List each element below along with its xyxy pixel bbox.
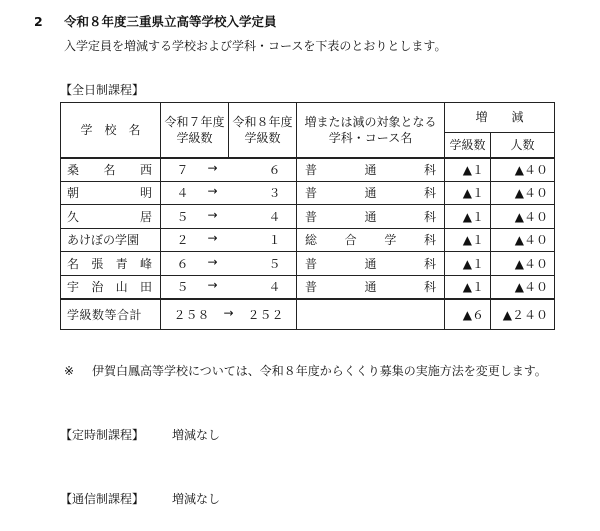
class-change-values (161, 255, 296, 272)
school-name (61, 252, 161, 276)
school-name-char: 西 (139, 163, 152, 177)
course-name-char: 通 (364, 280, 377, 294)
course-name-char: 学 (384, 233, 397, 248)
spacer (236, 161, 250, 178)
course-name-char: 通 (364, 163, 377, 177)
course-name-char: 普 (305, 186, 318, 201)
header-target-line2: 学科・コース名 (328, 130, 413, 145)
course-name-char: 通 (364, 186, 377, 201)
change-people: ▲４０ (491, 275, 555, 299)
r8-classes: ６ (268, 163, 281, 177)
quota-table (60, 102, 555, 330)
class-change-values (161, 231, 296, 248)
r7-classes: ５ (176, 209, 189, 224)
school-name-char: あけぼの学園 (67, 233, 140, 248)
total-r7: ２５８ (173, 307, 210, 322)
school-name-char: 青 (115, 256, 128, 271)
course-name-char: 科 (423, 280, 436, 294)
table-row (61, 205, 555, 229)
course-name-char: 科 (423, 186, 436, 201)
class-change-values (161, 161, 296, 178)
r8-classes: １ (268, 233, 281, 248)
r7-classes: ４ (176, 186, 189, 201)
r7-classes: ５ (176, 280, 189, 294)
school-name (61, 228, 161, 252)
school-name-chars (67, 161, 160, 178)
class-change (161, 205, 297, 229)
school-name-char: 名 (103, 163, 116, 177)
school-name-char: 名 (67, 256, 80, 271)
class-change (161, 181, 297, 205)
course-name-chars (305, 231, 436, 248)
course-name-chars (305, 208, 436, 225)
arrow: → (207, 254, 218, 269)
change-people: ▲４０ (491, 252, 555, 276)
r7-classes: ６ (176, 256, 189, 271)
school-name-char: 峰 (139, 256, 152, 271)
school-name-char: 居 (139, 209, 152, 224)
course-name (297, 228, 445, 252)
header-target (297, 103, 445, 158)
header-school: 学 校 名 (61, 103, 161, 158)
header-r7-line2: 学級数 (176, 130, 213, 145)
total-label: 学級数等合計 (61, 299, 161, 330)
course-name-chars (305, 161, 436, 178)
school-name (61, 275, 161, 299)
course-name-char: 科 (423, 233, 436, 248)
course-name-char: 通 (364, 209, 377, 224)
correspondence-value: 増減なし (172, 492, 221, 506)
arrow: → (207, 231, 218, 246)
spacer (236, 278, 250, 295)
total-row (61, 299, 555, 330)
course-name-char: 通 (364, 256, 377, 271)
spacer (236, 231, 250, 248)
intro-text: 入学定員を増減する学校および学科・コースを下表のとおりとします。 (64, 39, 447, 53)
school-name-chars (67, 208, 160, 225)
school-name-char: 張 (91, 256, 104, 271)
arrow: → (223, 305, 234, 320)
arrow: → (207, 184, 218, 199)
header-change-classes: 学級数 (445, 133, 491, 158)
table-row (61, 252, 555, 276)
change-classes: ▲１ (445, 158, 491, 182)
school-name-chars (67, 231, 160, 248)
course-name-char: 普 (305, 163, 318, 177)
change-classes: ▲１ (445, 252, 491, 276)
course-name-char: 科 (423, 209, 436, 224)
change-classes: ▲１ (445, 205, 491, 229)
course-name-chars (305, 255, 436, 272)
note (64, 362, 547, 379)
fulltime-label: 【全日制課程】 (60, 83, 145, 97)
school-name (61, 181, 161, 205)
section-number: 2 (34, 14, 43, 29)
school-name (61, 158, 161, 182)
change-people: ▲４０ (491, 158, 555, 182)
correspondence-label: 【通信制課程】 (60, 492, 145, 506)
course-name-char: 普 (305, 209, 318, 224)
course-name-chars (305, 184, 436, 201)
class-change (161, 252, 297, 276)
school-name-char: 宇 (67, 280, 80, 294)
table-row (61, 181, 555, 205)
parttime-value: 増減なし (172, 428, 221, 442)
parttime-section (60, 426, 220, 443)
school-name (61, 205, 161, 229)
course-name-char: 普 (305, 256, 318, 271)
class-change (161, 158, 297, 182)
school-name-chars (67, 255, 160, 272)
total-r8: ２５２ (247, 307, 284, 322)
change-classes: ▲１ (445, 228, 491, 252)
course-name-char: 合 (344, 233, 357, 248)
class-change (161, 275, 297, 299)
change-classes: ▲１ (445, 275, 491, 299)
spacer (236, 208, 250, 225)
table-body (61, 158, 555, 330)
course-name-char: 科 (423, 163, 436, 177)
section-heading (34, 12, 277, 30)
header-r8-line2: 学級数 (244, 130, 281, 145)
r8-classes: ４ (268, 280, 281, 294)
total-course-empty (297, 299, 445, 330)
table-row (61, 228, 555, 252)
change-people: ▲４０ (491, 205, 555, 229)
correspondence-section (60, 490, 220, 507)
r8-classes: ５ (268, 256, 281, 271)
class-change-values (161, 184, 296, 201)
course-name (297, 275, 445, 299)
spacer (236, 184, 250, 201)
total-class-change (161, 299, 297, 330)
course-name-char: 総 (305, 233, 318, 248)
header-target-line1: 増または減の対象となる (304, 114, 437, 129)
arrow: → (207, 161, 218, 175)
r7-classes: ２ (176, 233, 189, 248)
section-title: 令和８年度三重県立高等学校入学定員 (64, 14, 277, 29)
school-name-char: 朝 (67, 186, 80, 201)
change-people: ▲４０ (491, 181, 555, 205)
class-change-values (161, 278, 296, 295)
school-name-char: 久 (67, 209, 80, 224)
class-change-values (161, 208, 296, 225)
school-name-char: 桑 (67, 163, 80, 177)
course-name (297, 205, 445, 229)
header-r7 (161, 103, 229, 158)
school-name-char: 山 (115, 280, 128, 294)
header-r7-line1: 令和７年度 (164, 114, 225, 129)
r8-classes: ３ (268, 186, 281, 201)
note-mark: ※ (64, 364, 75, 378)
course-name-chars (305, 278, 436, 295)
total-class-values (161, 306, 296, 323)
table-row (61, 275, 555, 299)
note-text: 伊賀白鳳高等学校については、令和８年度からくくり募集の実施方法を変更します。 (92, 364, 547, 378)
change-people: ▲４０ (491, 228, 555, 252)
course-name (297, 181, 445, 205)
school-name-char: 治 (91, 280, 104, 294)
course-name-char: 普 (305, 280, 318, 294)
header-change-people: 人数 (491, 133, 555, 158)
school-name-chars (67, 184, 160, 201)
school-name-char: 明 (139, 186, 152, 201)
course-name (297, 158, 445, 182)
spacer (236, 255, 250, 272)
table-row (61, 158, 555, 182)
course-name-char: 科 (423, 256, 436, 271)
header-r8 (229, 103, 297, 158)
header-r8-line1: 令和８年度 (232, 114, 293, 129)
school-name-chars (67, 278, 160, 295)
arrow: → (207, 207, 218, 222)
class-change (161, 228, 297, 252)
total-change-people: ▲２４０ (491, 299, 555, 330)
header-change: 増 減 (445, 103, 555, 133)
school-name-char: 田 (139, 280, 152, 294)
parttime-label: 【定時制課程】 (60, 428, 145, 442)
change-classes: ▲１ (445, 181, 491, 205)
r7-classes: ７ (176, 163, 189, 177)
r8-classes: ４ (268, 209, 281, 224)
total-change-classes: ▲６ (445, 299, 491, 330)
course-name (297, 252, 445, 276)
arrow: → (207, 278, 218, 292)
